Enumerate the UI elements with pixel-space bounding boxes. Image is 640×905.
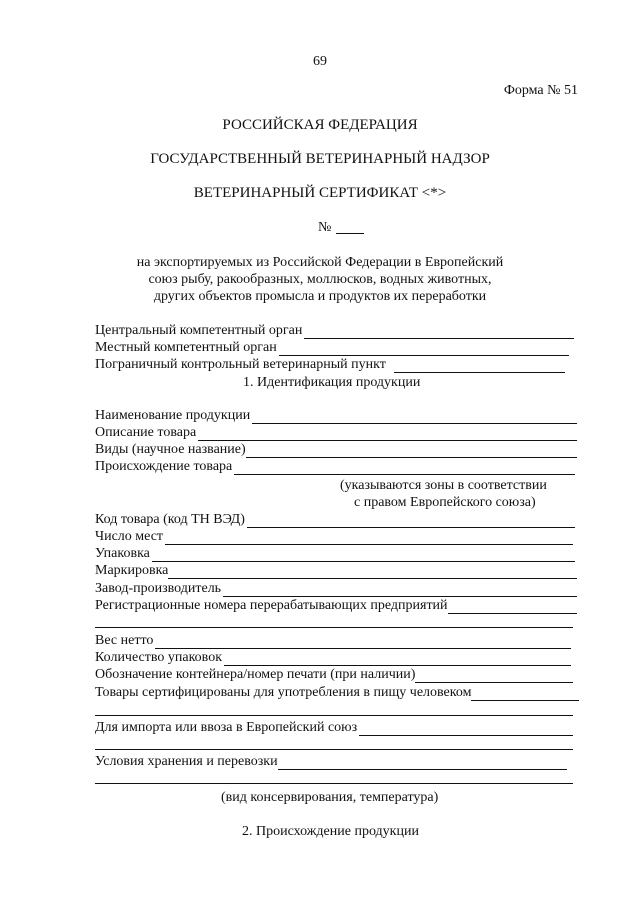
blank-line	[247, 514, 575, 528]
blank-line	[471, 687, 579, 701]
field-container-seal[interactable]	[95, 666, 573, 683]
origin-note-line-2: с правом Европейского союза)	[354, 495, 536, 510]
field-goods-description[interactable]	[95, 424, 577, 441]
subtitle-line-2: союз рыбу, ракообразных, моллюсков, водных животных,	[148, 272, 492, 287]
blank-line	[279, 342, 569, 356]
field-label: Условия хранения и перевозки	[95, 754, 278, 769]
blank-line	[224, 652, 571, 666]
blank-line	[448, 600, 577, 614]
origin-note-line-1: (указываются зоны в соответствии	[340, 478, 547, 493]
field-package-quantity[interactable]	[95, 649, 571, 666]
country-title: РОССИЙСКАЯ ФЕДЕРАЦИЯ	[222, 117, 418, 133]
certificate-number-label: №	[318, 220, 332, 235]
blank-line	[165, 531, 573, 545]
agency-title: ГОСУДАРСТВЕННЫЙ ВЕТЕРИНАРНЫЙ НАДЗОР	[150, 151, 490, 167]
section-2-heading: 2. Происхождение продукции	[242, 824, 419, 839]
form-number: Форма № 51	[503, 83, 578, 98]
field-label: Регистрационные номера перерабатывающих предприятий	[95, 598, 448, 613]
field-label: Упаковка	[95, 546, 150, 561]
field-label: Число мест	[95, 529, 164, 544]
field-storage-transport[interactable]	[95, 753, 567, 770]
field-origin[interactable]	[95, 458, 575, 475]
field-net-weight[interactable]	[95, 632, 571, 649]
field-product-name[interactable]	[95, 407, 577, 424]
blank-line	[168, 565, 577, 579]
field-number-of-packages[interactable]	[95, 528, 573, 545]
section-1-heading: 1. Идентификация продукции	[243, 375, 421, 390]
blank-line	[394, 359, 565, 373]
field-label: Код товара (код ТН ВЭД)	[95, 512, 245, 527]
blank-line	[278, 756, 567, 770]
field-human-consumption[interactable]	[95, 684, 579, 701]
certificate-number-blank	[336, 233, 364, 234]
blank-line	[359, 722, 573, 736]
field-label: Для импорта или ввоза в Европейский союз	[95, 720, 358, 735]
field-label: Обозначение контейнера/номер печати (при наличии)	[95, 667, 416, 682]
field-plant-registration[interactable]	[95, 597, 577, 614]
field-label: Пограничный контрольный ветеринарный пункт	[95, 357, 386, 372]
storage-note: (вид консервирования, температура)	[221, 790, 439, 805]
blank-line	[95, 627, 573, 628]
field-hs-code[interactable]	[95, 511, 575, 528]
subtitle-line-3: других объектов промысла и продуктов их переработки	[153, 289, 487, 304]
blank-line	[155, 635, 571, 649]
field-import-eu[interactable]	[95, 719, 573, 736]
blank-line	[415, 669, 573, 683]
field-manufacturer[interactable]	[95, 580, 577, 597]
field-label: Товары сертифицированы для употребления в пищу человеком	[95, 685, 472, 700]
blank-line	[198, 427, 577, 441]
field-local-authority[interactable]	[95, 339, 569, 356]
field-packaging[interactable]	[95, 545, 575, 562]
field-label: Центральный компетентный орган	[95, 323, 303, 338]
blank-line	[223, 583, 577, 597]
blank-line	[234, 461, 575, 475]
field-label: Описание товара	[95, 425, 197, 440]
field-border-post[interactable]	[95, 356, 565, 373]
blank-line	[152, 548, 575, 562]
field-label: Наименование продукции	[95, 408, 251, 423]
subtitle-line-1: на экспортируемых из Российской Федерации в Европейский	[136, 255, 504, 270]
field-label: Происхождение товара	[95, 459, 233, 474]
blank-line	[304, 325, 574, 339]
field-label: Количество упаковок	[95, 650, 222, 665]
field-marking[interactable]	[95, 562, 577, 579]
blank-line	[95, 715, 573, 716]
field-label: Местный компетентный орган	[95, 340, 277, 355]
blank-line	[95, 783, 573, 784]
blank-line	[246, 444, 577, 458]
field-label: Завод-производитель	[95, 581, 222, 596]
field-label: Маркировка	[95, 563, 169, 578]
field-central-authority[interactable]	[95, 322, 574, 339]
certificate-title: ВЕТЕРИНАРНЫЙ СЕРТИФИКАТ <*>	[193, 185, 447, 201]
field-label: Виды (научное название)	[95, 442, 246, 457]
blank-line	[95, 749, 573, 750]
field-species[interactable]	[95, 441, 577, 458]
field-label: Вес нетто	[95, 633, 154, 648]
blank-line	[252, 410, 577, 424]
page-number: 69	[313, 54, 327, 69]
